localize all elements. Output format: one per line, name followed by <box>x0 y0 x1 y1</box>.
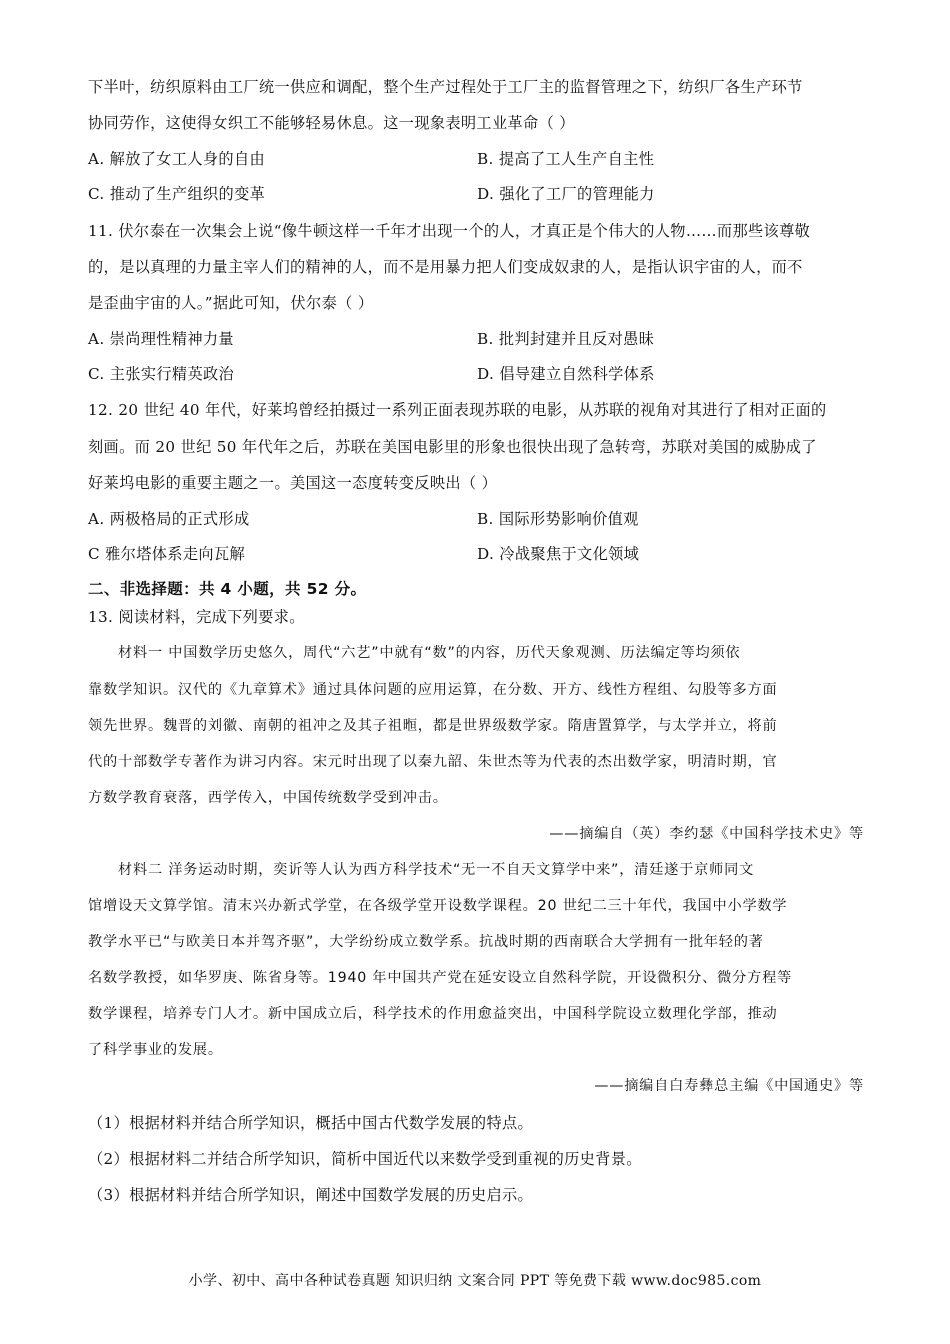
material1-line-4: 代的十部数学专著作为讲习内容。宋元时出现了以秦九韶、朱世杰等为代表的杰出数学家，明清时期，官 <box>88 754 778 770</box>
material1-line-5: 方数学教育衰落，西学传入，中国传统数学受到冲击。 <box>88 790 448 806</box>
material2-line-5: 数学课程，培养专门人才。新中国成立后，科学技术的作用愈益突出，中国科学院设立数理化学部，推动 <box>88 1006 778 1022</box>
material2-line-1: 材料二 洋务运动时期，奕䜣等人认为西方科学技术“无一不自天文算学中来”，清廷遂于京师同文 <box>118 862 755 878</box>
material2-line-6: 了科学事业的发展。 <box>88 1042 223 1058</box>
q11-option-d: D. 倡导建立自然科学体系 <box>477 365 655 383</box>
q10-option-c: C. 推动了生产组织的变革 <box>88 185 266 203</box>
material2-line-3: 教学水平已“与欧美日本并驾齐驱”，大学纷纷成立数学系。抗战时期的西南联合大学拥有一批年轻的著 <box>88 934 764 950</box>
q12-stem-line-3: 好莱坞电影的重要主题之一。美国这一态度转变反映出（ ） <box>88 474 498 492</box>
q13-question-2: （2）根据材料二并结合所学知识，简析中国近代以来数学受到重视的历史背景。 <box>88 1150 642 1168</box>
material2-line-4: 名数学教授，如华罗庚、陈省身等。1940 年中国共产党在延安设立自然科学院，开设微积分、微分方程等 <box>88 970 793 986</box>
q12-option-b: B. 国际形势影响价值观 <box>477 510 639 528</box>
material2-source: ——摘编自白寿彝总主编《中国通史》等 <box>594 1078 864 1094</box>
q10-option-d: D. 强化了工厂的管理能力 <box>477 185 655 203</box>
material2-line-2: 馆增设天文算学馆。清末兴办新式学堂，在各级学堂开设数学课程。20 世纪二三十年代，我国中小学数学 <box>88 898 788 914</box>
q12-stem-line-2: 刻画。而 20 世纪 50 年代年之后，苏联在美国电影里的形象也很快出现了急转弯，苏联对美国的威胁成了 <box>88 438 817 456</box>
q10-stem-line-1: 下半叶，纺织原料由工厂统一供应和调配，整个生产过程处于工厂主的监督管理之下，纺织厂各生产环节 <box>88 78 803 96</box>
material1-source: ——摘编自（英）李约瑟《中国科学技术史》等 <box>549 826 864 842</box>
section-heading: 二、非选择题：共 4 小题，共 52 分。 <box>88 580 367 598</box>
q11-stem-line-1: 11. 伏尔泰在一次集会上说“像牛顿这样一千年才出现一个的人，才真正是个伟大的人物……而那些该尊敬 <box>88 222 811 240</box>
material1-line-1: 材料一 中国数学历史悠久，周代“六艺”中就有“数”的内容，历代天象观测、历法编定等均须依 <box>118 645 741 661</box>
q13-intro: 13. 阅读材料，完成下列要求。 <box>88 608 305 626</box>
material1-line-2: 靠数学知识。汉代的《九章算术》通过具体问题的应用运算，在分数、开方、线性方程组、勾股等多方面 <box>88 682 778 698</box>
q11-stem-line-3: 是歪曲宇宙的人。”据此可知，伏尔泰（ ） <box>88 294 374 312</box>
q12-option-a: A. 两极格局的正式形成 <box>88 510 250 528</box>
q11-option-a: A. 崇尚理性精神力量 <box>88 330 234 348</box>
page-footer: 小学、初中、高中各种试卷真题 知识归纳 文案合同 PPT 等免费下载 www.doc985.com <box>188 1273 762 1289</box>
q10-option-b: B. 提高了工人生产自主性 <box>477 150 655 168</box>
material1-line-3: 领先世界。魏晋的刘徽、南朝的祖冲之及其子祖暅，都是世界级数学家。隋唐置算学，与太学并立，将前 <box>88 718 778 734</box>
q11-option-c: C. 主张实行精英政治 <box>88 365 235 383</box>
q13-question-1: （1）根据材料并结合所学知识，概括中国古代数学发展的特点。 <box>88 1114 534 1132</box>
q10-stem-line-2: 协同劳作，这使得女织工不能够轻易休息。这一现象表明工业革命（ ） <box>88 114 575 132</box>
q12-option-c: C 雅尔塔体系走向瓦解 <box>88 545 245 563</box>
q11-stem-line-2: 的，是以真理的力量主宰人们的精神的人，而不是用暴力把人们变成奴隶的人，是指认识宇宙的人，而不 <box>88 258 803 276</box>
q13-question-3: （3）根据材料并结合所学知识，阐述中国数学发展的历史启示。 <box>88 1186 534 1204</box>
q10-option-a: A. 解放了女工人身的自由 <box>88 150 266 168</box>
q12-stem-line-1: 12. 20 世纪 40 年代，好莱坞曾经拍摄过一系列正面表现苏联的电影，从苏联的视角对其进行了相对正面的 <box>88 401 827 419</box>
q11-option-b: B. 批判封建并且反对愚昧 <box>477 330 655 348</box>
q12-option-d: D. 冷战聚焦于文化领域 <box>477 545 640 563</box>
